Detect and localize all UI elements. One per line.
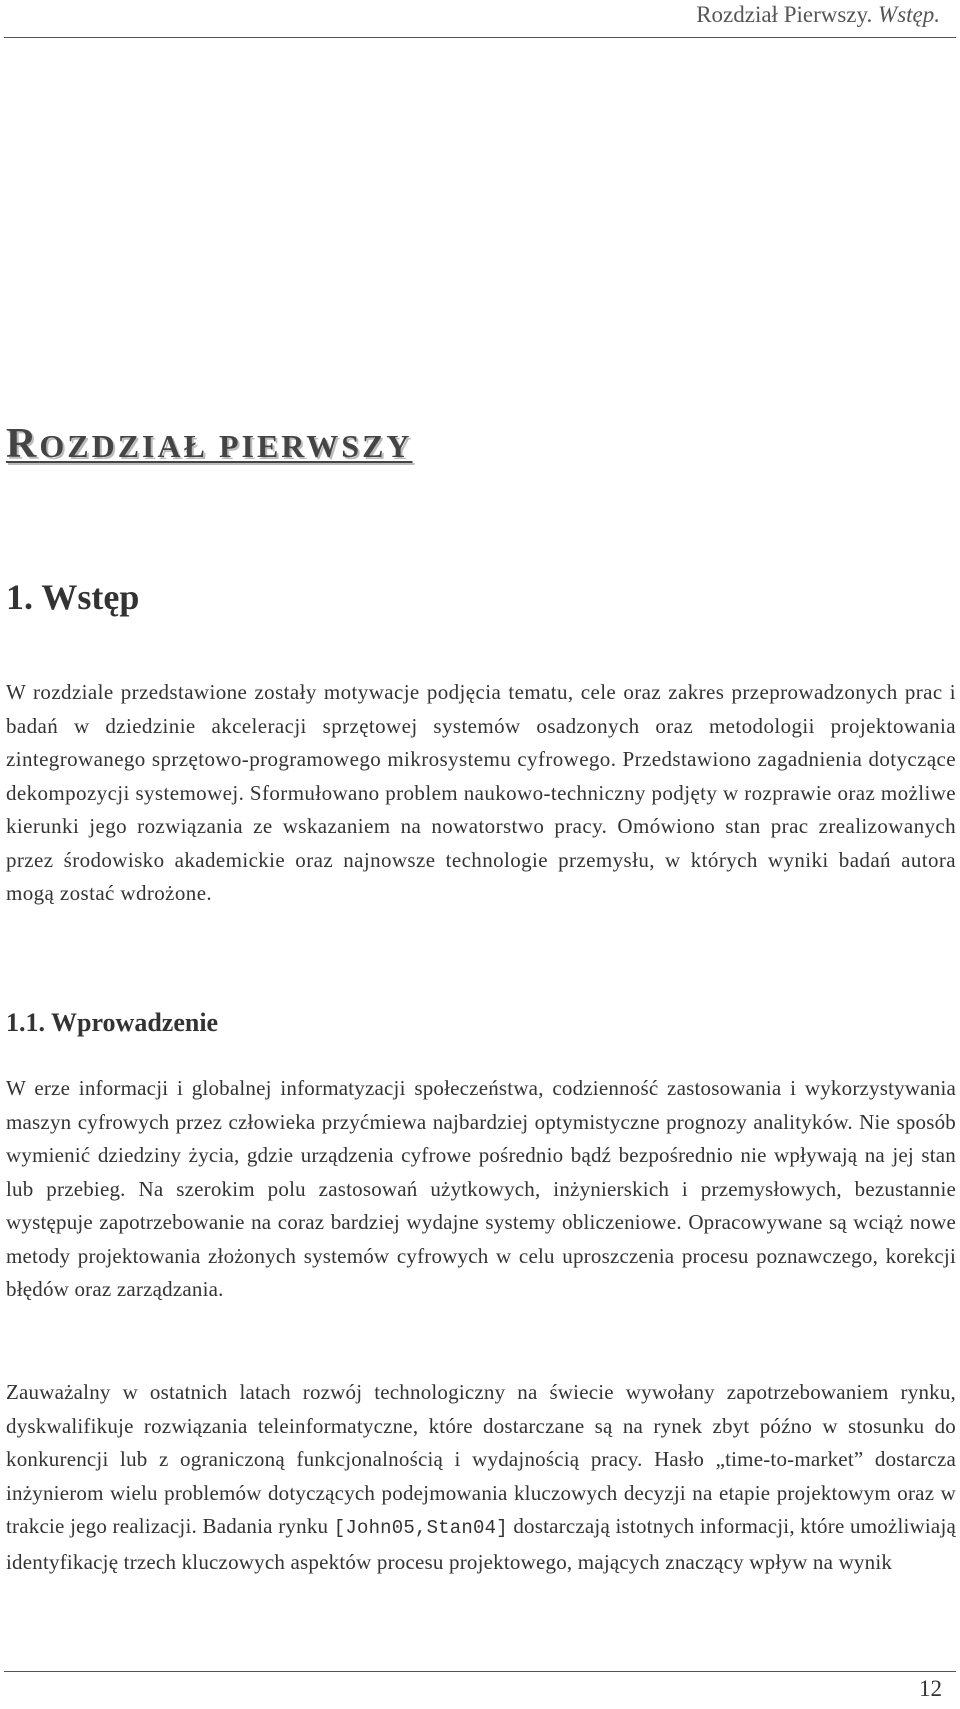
- footer-rule: [4, 1671, 956, 1672]
- intro-paragraph: W rozdziale przedstawione zostały motywacje podjęcia tematu, cele oraz zakres przeprowadzonych prac i badań w dziedzinie akceleracji sprzętowej systemów osadzonych oraz metodologii projektowania zintegrowanego sprzętowo-programowego mikrosystemu cyfrowego. Przedstawiono zagadnienia dotyczące dekompozycji systemowej. Sformułowano problem naukowo-techniczny podjęty w rozprawie oraz możliwe kierunki jego rozwiązania ze wskazaniem na nowatorstwo pracy. Omówiono stan prac zrealizowanych przez środowisko akademickie oraz najnowsze technologie przemysłu, w których wyniki badań autora mogą zostać wdrożone.: [6, 680, 956, 905]
- chapter-title-initial: R: [6, 421, 40, 467]
- running-header-chapter: Rozdział Pierwszy.: [696, 2, 873, 27]
- paragraph-market-text-2: dostarczają istotnych informacji, które umożliwiają identyfikację trzech kluczowych aspektów procesu projektowego, mających znaczący wpływ na wynik: [6, 1514, 956, 1574]
- header-rule: [4, 37, 956, 38]
- paragraph-market: [6, 1376, 956, 1579]
- paragraph-introduction: W erze informacji i globalnej informatyzacji społeczeństwa, codzienność zastosowania i wykorzystywania maszyn cyfrowych przez człowieka przyćmiewa najbardziej optymistyczne prognozy analityków. Nie sposób wymienić dziedziny życia, gdzie urządzenia cyfrowe pośrednio bądź bezpośrednio nie wpływają na jej stan lub przebieg. Na szerokim polu zastosowań użytkowych, inżynierskich i przemysłowych, bezustannie występuje zapotrzebowanie na coraz bardziej wydajne systemy obliczeniowe. Opracowywane są wciąż nowe metody projektowania złożonych systemów cyfrowych w celu uproszczenia procesu poznawczego, korekcji błędów oraz zarządzania.: [6, 1076, 956, 1301]
- running-header-section: Wstęp.: [878, 2, 940, 27]
- subsection-title: 1.1. Wprowadzenie: [6, 1008, 219, 1037]
- section-title: 1. Wstęp: [6, 577, 140, 617]
- citation-link[interactable]: [John05,Stan04]: [333, 1517, 508, 1539]
- page-number: 12: [919, 1676, 942, 1701]
- chapter-title: [6, 420, 413, 468]
- chapter-title-rest: OZDZIAŁ PIERWSZY: [39, 428, 413, 464]
- paragraph-market-text-1: Zauważalny w ostatnich latach rozwój technologiczny na świecie wywołany zapotrzebowaniem rynku, dyskwalifikuje rozwiązania teleinformatyczne, które dostarczane są na rynek zbyt późno w stosunku do konkurencji lub z ograniczoną funkcjonalnością i wydajnością pracy. Hasło „time-to-market” dostarcza inżynierom wielu problemów dotyczących podejmowania kluczowych decyzji na etapie projektowym oraz w trakcie jego realizacji. Badania rynku: [6, 1380, 956, 1538]
- running-header: [696, 2, 940, 28]
